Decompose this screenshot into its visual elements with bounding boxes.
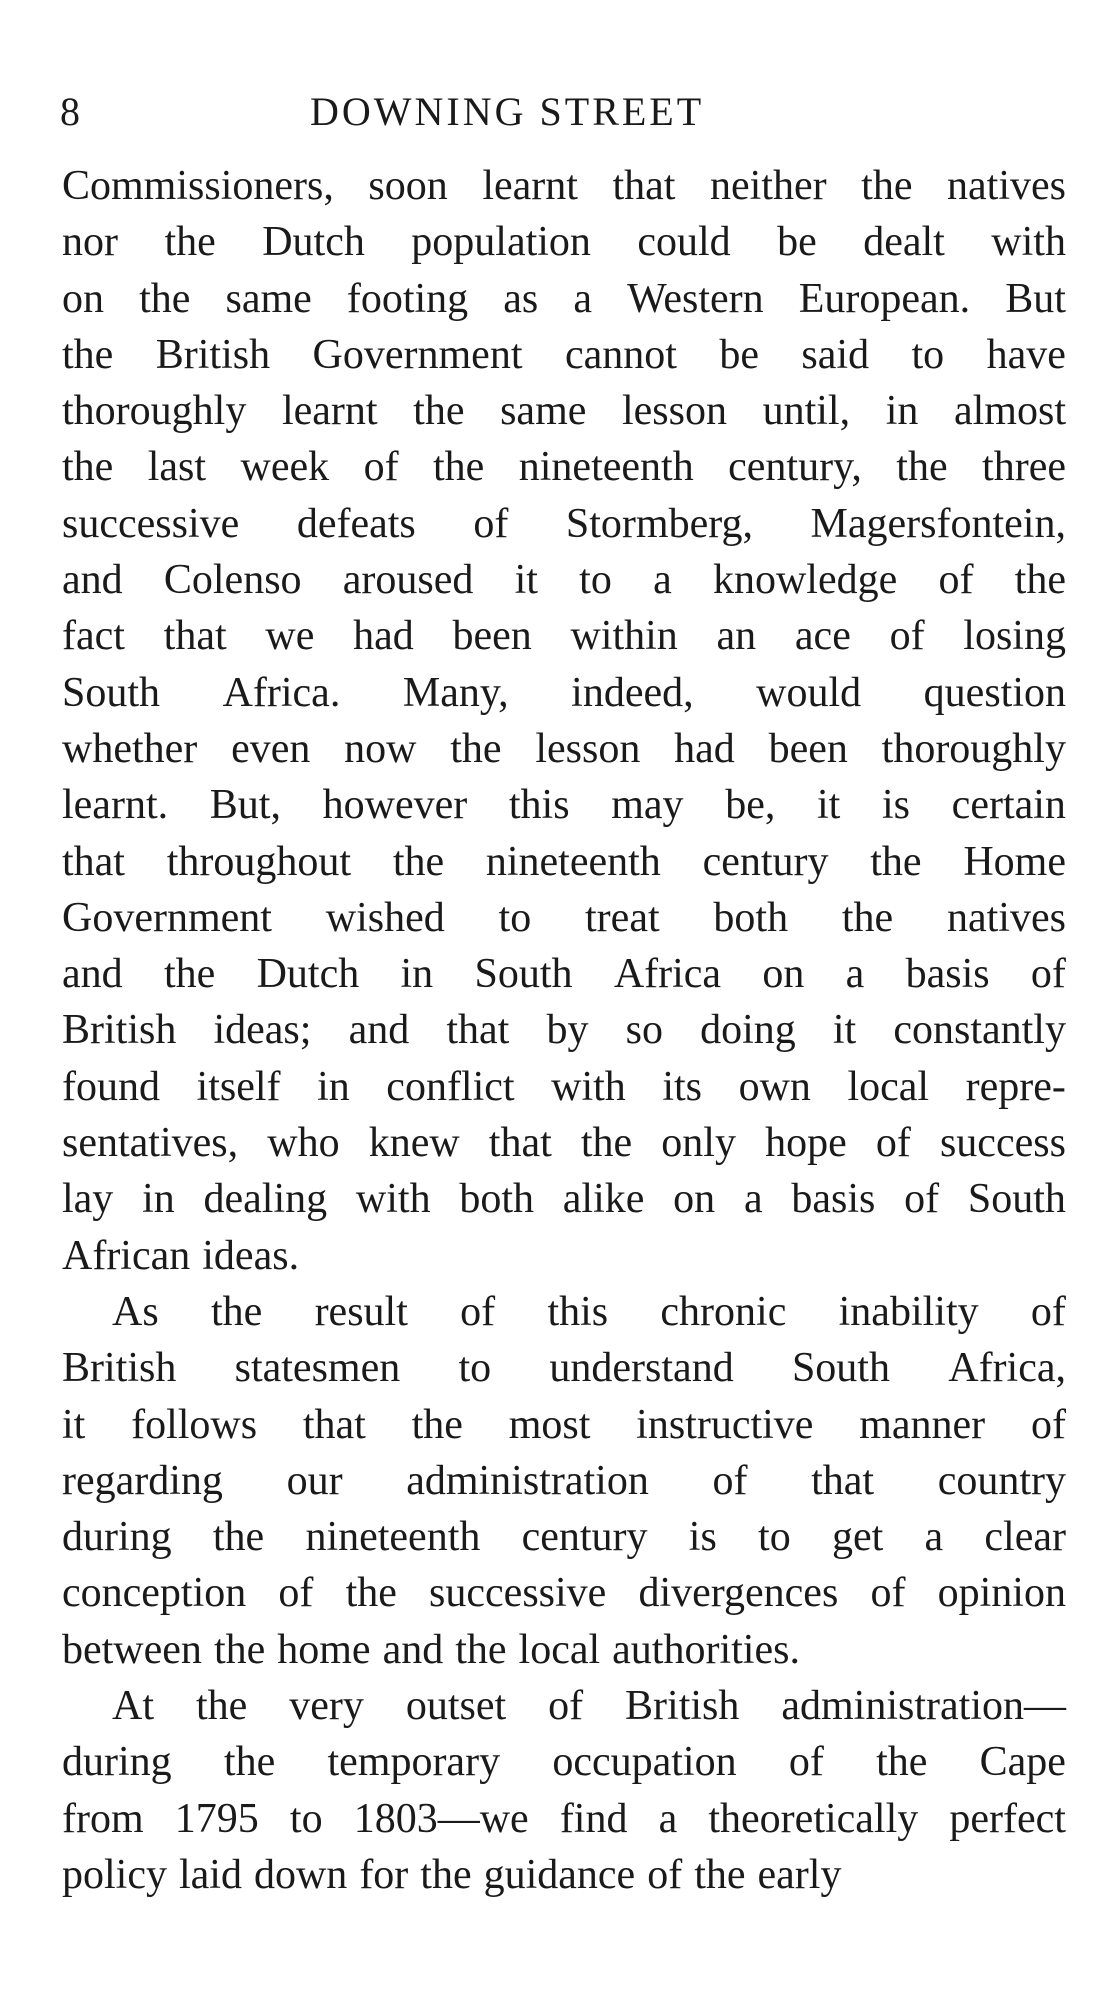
text-line: during the nineteenth century is to get a clear [62, 1514, 1066, 1561]
text-line: from 1795 to 1803—we find a theoretically perfect [62, 1795, 1066, 1842]
text-line: British statesmen to understand South Africa, [62, 1345, 1066, 1392]
text-line: it follows that the most instructive manner of [62, 1401, 1066, 1448]
text-line: and the Dutch in South Africa on a basis of [62, 951, 1066, 998]
text-line: found itself in conflict with its own local repre- [62, 1063, 1066, 1110]
running-title: DOWNING STREET [310, 89, 705, 134]
text-line: thoroughly learnt the same lesson until, in almost [62, 388, 1066, 435]
text-line: that throughout the nineteenth century the Home [62, 838, 1066, 885]
text-line: At the very outset of British administration— [112, 1683, 1066, 1730]
text-line: on the same footing as a Western European. But [62, 275, 1066, 322]
page-number: 8 [60, 89, 82, 134]
running-head [60, 88, 1060, 148]
text-line: during the temporary occupation of the Cape [62, 1739, 1066, 1786]
text-line: policy laid down for the guidance of the early [62, 1851, 842, 1898]
text-line: conception of the successive divergences of opinion [62, 1570, 1066, 1617]
text-line: As the result of this chronic inability of [112, 1288, 1066, 1335]
body-text [62, 158, 1066, 1903]
text-line: nor the Dutch population could be dealt with [62, 219, 1066, 266]
text-line: lay in dealing with both alike on a basis of South [62, 1176, 1066, 1223]
paragraph [62, 1678, 1066, 1903]
text-line: the British Government cannot be said to have [62, 331, 1066, 378]
text-line: regarding our administration of that country [62, 1457, 1066, 1504]
text-line: sentatives, who knew that the only hope of success [62, 1120, 1066, 1167]
text-line: successive defeats of Stormberg, Magersfontein, [62, 500, 1066, 547]
paragraph [62, 158, 1066, 1284]
text-line: South Africa. Many, indeed, would question [62, 669, 1066, 716]
text-line: British ideas; and that by so doing it constantly [62, 1007, 1066, 1054]
paragraph [62, 1284, 1066, 1678]
text-line: between the home and the local authorities. [62, 1626, 800, 1673]
text-line: fact that we had been within an ace of losing [62, 613, 1066, 660]
text-line: Commissioners, soon learnt that neither the natives [62, 163, 1066, 209]
text-line: the last week of the nineteenth century, the three [62, 444, 1066, 491]
text-line: and Colenso aroused it to a knowledge of the [62, 557, 1066, 604]
text-line: African ideas. [62, 1232, 300, 1279]
text-line: Government wished to treat both the natives [62, 894, 1066, 941]
text-line: learnt. But, however this may be, it is certain [62, 782, 1066, 829]
text-line: whether even now the lesson had been thoroughly [62, 725, 1066, 772]
